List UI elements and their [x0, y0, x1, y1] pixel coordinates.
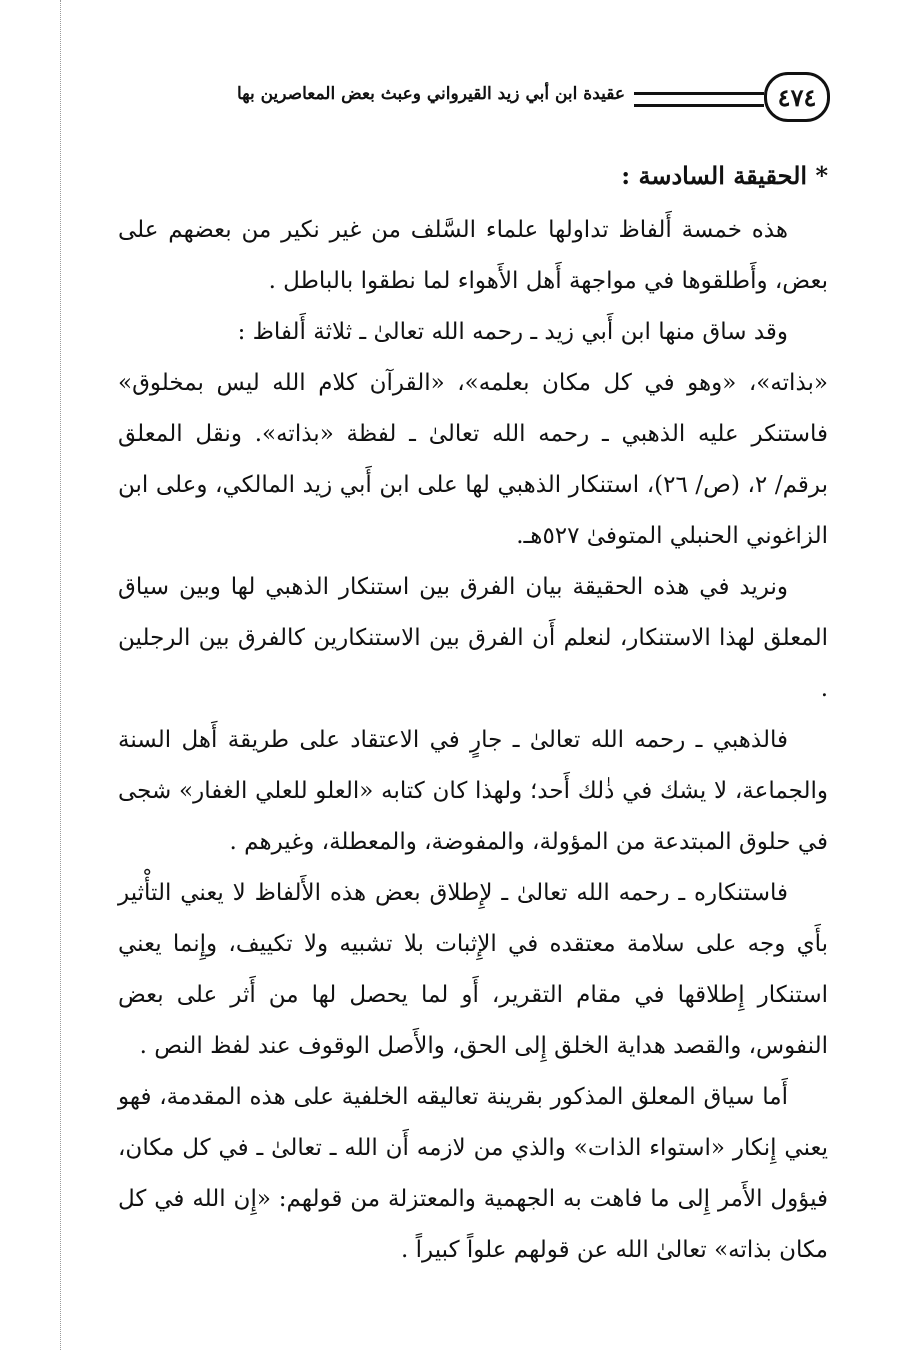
- page-header: [110, 70, 830, 126]
- page-number: ٤٧٤: [777, 82, 817, 112]
- header-rule: [634, 92, 764, 107]
- paragraph-6: فاستنكاره ـ رحمه الله تعالىٰ ـ لإِطلاق بعض هذه الأَلفاظ لا يعني التأْثير بأَي وجه على سلامة معتقده في الإِثبات بلا تشبيه ولا تكييف، وإِنما يعني استنكار إِطلاقها في مقام التقرير، أَو لما يحصل لها من أَثر على بعض النفوس، والقصد هداية الخلق إِلى الحق، والأَصل الوقوف عند لفظ النص .: [118, 880, 828, 1059]
- page-body: [118, 150, 828, 1276]
- scan-edge-line: [60, 0, 61, 1350]
- paragraph-3: «بذاته»، «وهو في كل مكان بعلمه»، «القرآن كلام الله ليس بمخلوق» فاستنكر عليه الذهبي ـ رحمه الله تعالىٰ ـ لفظة «بذاته». ونقل المعلق برقم/ ٢، (ص/ ٢٦)، استنكار الذهبي لها على ابن أَبي زيد المالكي، وعلى ابن الزاغوني الحنبلي المتوفىٰ ٥٢٧هـ.: [118, 370, 828, 549]
- paragraph-5: فالذهبي ـ رحمه الله تعالىٰ ـ جارٍ في الاعتقاد على طريقة أَهل السنة والجماعة، لا يشك في ذٰلك أَحد؛ ولهذا كان كتابه «العلو للعلي الغفار» شجى في حلوق المبتدعة من المؤولة، والمفوضة، والمعطلة، وغيرهم .: [118, 727, 828, 855]
- section-heading: * الحقيقة السادسة :: [621, 161, 828, 190]
- paragraph-4: ونريد في هذه الحقيقة بيان الفرق بين استنكار الذهبي لها وبين سياق المعلق لهذا الاستنكار، لنعلم أَن الفرق بين الاستنكارين كالفرق بين الرجلين .: [118, 574, 828, 702]
- paragraph-1: هذه خمسة أَلفاظ تداولها علماء السَّلف من غير نكير من بعضهم على بعض، وأَطلقوها في مواجهة أَهل الأَهواء لما نطقوا بالباطل .: [118, 217, 828, 294]
- page-number-badge: [764, 72, 830, 122]
- paragraph-7: أَما سياق المعلق المذكور بقرينة تعاليقه الخلفية على هذه المقدمة، فهو يعني إِنكار «استواء الذات» والذي من لازمه أَن الله ـ تعالىٰ ـ في كل مكان، فيؤول الأَمر إِلى ما فاهت به الجهمية والمعتزلة من قولهم: «إِن الله في كل مكان بذاته» تعالىٰ الله عن قولهم علواً كبيراً .: [118, 1084, 829, 1263]
- running-title: عقيدة ابن أبي زيد القيرواني وعبث بعض المعاصرين بها: [236, 84, 625, 104]
- paragraph-2: وقد ساق منها ابن أَبي زيد ـ رحمه الله تعالىٰ ـ ثلاثة أَلفاظ :: [237, 319, 788, 345]
